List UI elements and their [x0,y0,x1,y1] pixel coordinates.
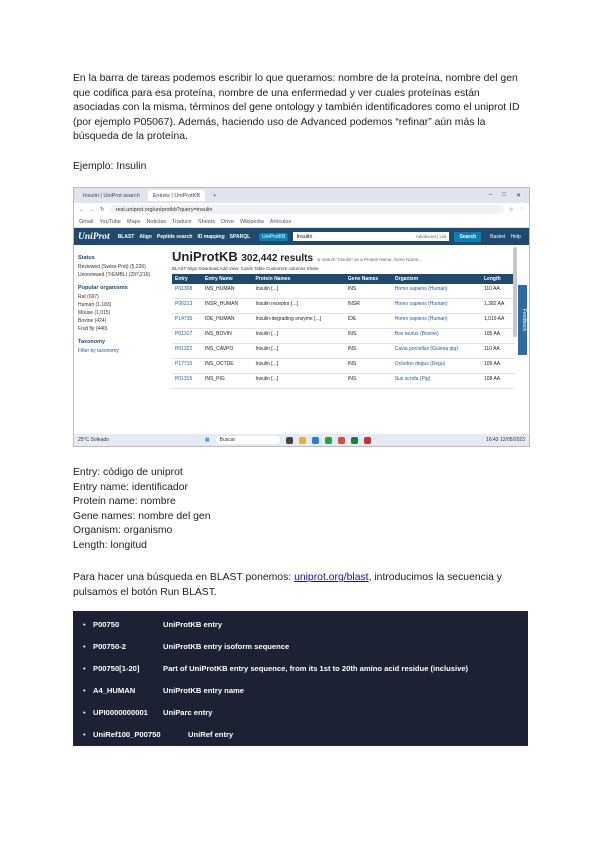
back-icon[interactable]: ← [79,206,85,213]
organism-filter[interactable]: Bovine (424) [78,318,107,324]
blast-text-after: , introducimos la secuencia y pulsamos el botón Run BLAST. [73,572,502,598]
table-cell: Homo sapiens (Human) [392,284,481,299]
id-example-row: • A4_HUMAN UniProtKB entry name [83,686,245,695]
table-cell: 1,019 AA [481,314,515,329]
new-tab-button[interactable]: + [213,192,217,199]
results-toolbar[interactable]: BLAST Align Download Add View: Cards Table Customize columns Share [172,266,319,271]
weather-widget[interactable]: 25°C Soleado [78,437,109,443]
table-row[interactable] [172,329,515,344]
table-cell[interactable]: INSR_HUMAN [202,299,252,314]
id-code: UniRef100_P00750 [93,730,161,739]
uniprot-logo[interactable]: UniProt [78,231,110,242]
results-main [172,249,515,389]
id-code: P00750 [93,620,120,629]
table-cell: Cavia porcellus (Guinea pig) [392,344,481,359]
table-cell: 105 AA [481,329,515,344]
definition: Entry: código de uniprot [73,467,183,478]
organism-filter[interactable]: Rat (697) [78,294,99,300]
table-cell: 109 AA [481,359,515,374]
clock[interactable] [486,437,525,443]
advanced-link[interactable]: Advanced | List [415,234,447,239]
results-db: UniProtKB [172,249,238,264]
scrollbar[interactable] [513,247,517,337]
bookmark[interactable]: Gmail [79,218,94,225]
table-cell[interactable]: P01322 [172,344,202,359]
table-cell: Homo sapiens (Human) [392,314,481,329]
close-icon[interactable]: ✕ [515,193,521,199]
table-cell: 110 AA [481,284,515,299]
table-cell[interactable]: INS_PIG [202,374,252,389]
browser-tab[interactable]: Insulin | UniProt search [83,192,140,199]
uniprot-screenshot [73,187,530,447]
windows-taskbar [74,434,529,446]
filters-sidebar [78,249,164,355]
forward-icon[interactable]: → [89,206,95,213]
table-cell[interactable]: P01317 [172,329,202,344]
definition: Gene names: nombre del gen [73,510,211,522]
browser-tab-active[interactable]: Entries | UniProtKB [148,190,205,201]
bookmark[interactable]: Sheets [197,218,216,225]
clock-time: 16:43 [486,437,499,443]
table-cell[interactable]: INS_BOVIN [202,329,252,344]
app-icon[interactable] [286,437,293,444]
table-cell: 110 AA [481,344,515,359]
app-icon[interactable] [299,437,306,444]
help-link[interactable]: Help [510,233,521,240]
table-cell: Insulin [...] [252,284,344,299]
table-row[interactable] [172,374,515,389]
app-icon[interactable] [351,437,358,444]
definition: Organism: organismo [73,525,173,537]
id-desc: UniProtKB entry name [163,686,245,695]
col-entry[interactable]: Entry [172,274,202,284]
table-cell: INSR [345,299,392,314]
app-icon[interactable] [312,437,319,444]
id-code: A4_HUMAN [93,686,136,695]
definition: Entry name: identificador [73,481,188,493]
feedback-tab[interactable]: Feedback [518,285,527,355]
nav-sparql[interactable]: SPARQL [229,233,251,240]
bookmarks-bar [74,216,529,228]
table-row[interactable] [172,314,515,329]
blast-text-before: Para hacer una búsqueda en BLAST ponemos: [73,572,295,583]
windows-start-icon[interactable]: ▦ [204,437,210,443]
browser-tabbar [74,188,529,203]
column-definitions [73,466,210,554]
table-row[interactable] [172,284,515,299]
table-cell[interactable]: P01315 [172,374,202,389]
taxonomy-link[interactable]: Filter by taxonomy [78,348,119,354]
id-example-row: • UniRef100_P00750 UniRef entry [83,730,234,739]
col-entry-name[interactable]: Entry Name [202,274,252,284]
nav-blast[interactable]: BLAST [117,233,135,240]
col-protein-names[interactable]: Protein Names [252,274,344,284]
address-bar-row [74,203,529,216]
results-title [172,249,515,264]
table-cell: INS [345,359,392,374]
bookmark[interactable]: Traducir [172,218,192,225]
app-icon[interactable] [338,437,345,444]
basket-link[interactable]: Basket [490,233,506,240]
id-desc: UniParc entry [163,708,213,717]
search-button[interactable]: Search [454,232,481,242]
definition: Length: longitud [73,539,147,551]
table-cell: Homo sapiens (Human) [392,299,481,314]
table-cell[interactable]: P14735 [172,314,202,329]
menu-icon[interactable]: ⋮ [518,206,524,213]
search-query: Insulin [296,233,313,240]
nav-peptide-search[interactable]: Peptide search [156,233,193,240]
table-cell[interactable]: INS_HUMAN [202,284,252,299]
id-desc: UniProtKB entry [163,620,223,629]
table-cell: Insulin-degrading enzyme [...] [252,314,344,329]
table-cell: IDE [345,314,392,329]
id-example-row: • UPI0000000001 UniParc entry [83,708,213,717]
organism-filter[interactable]: Human (1,183) [78,302,112,308]
taskbar-search[interactable]: Buscar [216,436,280,444]
uniprot-navbar [74,228,529,245]
table-cell: Insulin [...] [252,344,344,359]
id-code: P00750-2 [93,642,126,651]
status-heading: Status [78,255,95,261]
organism-filter[interactable]: Fruit fly (440) [78,326,108,332]
search-input[interactable] [293,232,449,241]
query-scope-select[interactable]: UniProtKB [259,233,288,241]
table-cell: INS [345,284,392,299]
organism-filter[interactable]: Mouse (1,015) [78,310,111,316]
col-length[interactable]: Length [481,274,515,284]
id-desc: Part of UniProtKB entry sequence, from its 1st to 20th amino acid residue (inclusive) [163,664,469,673]
taxonomy-heading: Taxonomy [78,339,106,345]
nav-id-mapping[interactable]: ID mapping [197,233,225,240]
table-cell: Sus scrofa (Pig) [392,374,481,389]
reload-icon[interactable]: ↻ [100,206,105,213]
table-cell: INS [345,329,392,344]
id-code: UPI0000000001 [93,708,148,717]
results-note[interactable]: or search "Insulin" as a Protein Name, Gene Name... [316,257,422,262]
bookmark[interactable]: Noticias [146,218,167,225]
results-content [74,245,529,434]
table-cell[interactable]: INS_OCTDE [202,359,252,374]
table-cell[interactable]: P01308 [172,284,202,299]
table-cell[interactable]: INS_CAVPO [202,344,252,359]
table-row[interactable] [172,359,515,374]
definition: Protein name: nombre [73,496,176,508]
id-example-row: • P00750 UniProtKB entry [83,620,223,629]
table-cell: INS [345,374,392,389]
table-cell: 108 AA [481,374,515,389]
example-label: Ejemplo: Insulin [73,161,147,172]
table-cell: Insulin [...] [252,374,344,389]
id-desc: UniRef entry [188,730,234,739]
table-cell: INS [345,344,392,359]
intro-paragraph: En la barra de tareas podemos escribir lo que queramos: nombre de la proteína, nombre del gen que codifica para esa proteína, nombre de una enfermedad y ver cuales proteínas están asociadas con la misma, términos del gene ontology y también identificadores como el uniprot ID (por ejemplo P05067). Además, haciendo uso de Advanced podemos “refinar” aún más la búsqueda de la proteína. [73,73,520,143]
clock-date: 12/05/2023 [499,437,525,443]
id-example-row: • P00750[1-20] Part of UniProtKB entry sequence, from its 1st to 20th amino acid residue (inclusive) [83,664,469,673]
maximize-icon[interactable]: □ [502,192,506,198]
id-desc: UniProtKB entry isoform sequence [163,642,290,651]
id-examples-panel [73,611,528,746]
table-row[interactable] [172,299,515,314]
col-gene-names[interactable]: Gene Names [345,274,392,284]
id-code: P00750[1-20] [93,664,140,673]
table-cell: Insulin [...] [252,359,344,374]
bookmark[interactable]: Maps [127,218,141,225]
bookmark[interactable]: Drive [221,218,234,225]
status-filter[interactable]: Reviewed (Swiss-Prot) (5,226) [78,264,146,270]
bookmark[interactable]: Wikipedia [239,218,264,225]
app-icon[interactable] [325,437,332,444]
id-example-row: • P00750-2 UniProtKB entry isoform sequence [83,642,290,651]
star-icon[interactable]: ☆ [508,206,514,213]
table-row[interactable] [172,344,515,359]
minimize-icon[interactable]: – [489,192,493,198]
table-cell[interactable]: P17715 [172,359,202,374]
app-icon[interactable] [364,437,371,444]
table-cell[interactable]: IDE_HUMAN [202,314,252,329]
table-cell: Insulin [...] [252,329,344,344]
organisms-heading: Popular organisms [78,285,128,291]
table-cell: Octodon degus (Degu) [392,359,481,374]
col-organism[interactable]: Organism [392,274,481,284]
nav-align[interactable]: Align [139,233,152,240]
bookmark[interactable]: Artículos [269,218,292,225]
blast-link[interactable]: uniprot.org/blast [294,572,369,583]
blast-paragraph [73,571,528,600]
status-filter[interactable]: Unreviewed (TrEMBL) (297,216) [78,272,151,278]
bookmark[interactable]: YouTube [99,218,121,225]
table-cell: Bos taurus (Bovine) [392,329,481,344]
results-table [172,274,515,389]
table-cell: Insulin receptor [...] [252,299,344,314]
url-field[interactable]: rest.uniprot.org/uniprotkb?query=insulin [110,205,504,214]
table-cell[interactable]: P06213 [172,299,202,314]
results-count: 302,442 results [241,253,314,264]
table-cell: 1,382 AA [481,299,515,314]
